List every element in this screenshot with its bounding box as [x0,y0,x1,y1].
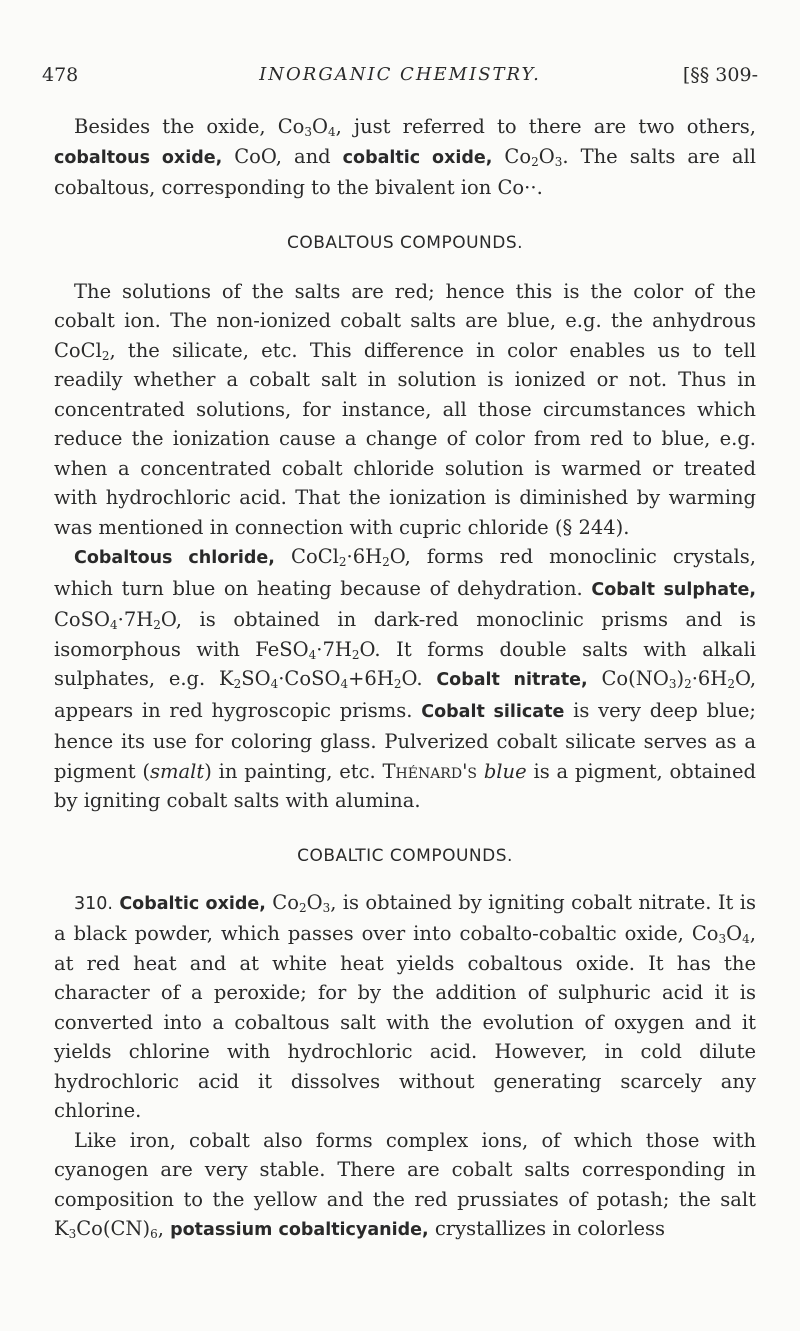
intro-paragraph: Besides the oxide, $Co_3O_4$, just referred to there are two others, cobaltous oxide, CoO, and cobaltic oxide, $Co_2O_3$. The salts are all cobaltous, corresponding to the bivalent ion Co··. [54,115,757,199]
paragraph-solutions: The solutions of the salts are red; hence this is the color of the cobalt ion. The non-ionized cobalt salts are blue, e.g. the anhydrous CoCl$_2$, the silicate, etc. This difference in color enables us to tell readily whether a cobalt salt in solution is ionized or not. Thus in concentrated solutions, for instance, all those circumstances which reduce the ionization cause a change of color from red to blue, e.g. when a concentrated cobalt chloride solution is warmed or treated with hydrochloric acid. That the ionization is diminished by warming was mentioned in connection with cupric chloride (§ 244). [54,279,756,539]
paragraph-complex-ions: Like iron, cobalt also forms complex ions, of which those with cyanogen are very stable. There are cobalt salts corresponding in composition to the yellow and the red prussiates of potash; the salt $K_3Co(CN)_6$, potassium cobalticyanide, crystallizes in colorless [54,1128,756,1241]
heading-cobaltous-compounds: COBALTOUS COMPOUNDS. [286,232,524,253]
page-number: 478 [42,64,79,86]
paragraph-cobaltic-oxide: 310. Cobaltic oxide, $Co_2O_3$, is obtained by igniting cobalt nitrate. It is a black powder, which passes over into cobalto-cobaltic oxide, $Co_3O_4$, at red heat and at white heat yields cobaltous oxide. It has the character of a peroxide; for by the addition of sulphuric acid it is converted into a cobaltous salt with the evolution of oxygen and it yields chlorine with hydrochloric acid. However, in cold dilute hydrochloric acid it dissolves without generating scarcely any chlorine. [54,890,757,1122]
page-header [0,64,800,94]
section-reference: [§§ 309- [682,64,758,86]
paragraph-cobaltous-salts: Cobaltous chloride, $CoCl_2\cdot 6H_2O$, forms red monoclinic crystals, which turn blue on heating because of dehydration. Cobalt sulphate, $CoSO_4\cdot 7H_2O$, is obtained in dark-red monoclinic prisms and is isomorphous with $FeSO_4\cdot 7H_2O$. It forms double salts with alkali sulphates, e.g. $K_2SO_4\cdot CoSO_4+6H_2O$. Cobalt nitrate, $Co(NO_3)_2\cdot 6H_2O$, appears in red hygroscopic prisms. Cobalt silicate is very deep blue; hence its use for coloring glass. Pulverized cobalt silicate serves as a pigment (smalt) in painting, etc. Thénard's blue is a pigment, obtained by igniting cobalt salts with alumina. [54,545,757,812]
running-title: INORGANIC CHEMISTRY. [259,64,541,85]
page-body [54,112,756,1246]
heading-cobaltic-compounds: COBALTIC COMPOUNDS. [297,845,513,866]
